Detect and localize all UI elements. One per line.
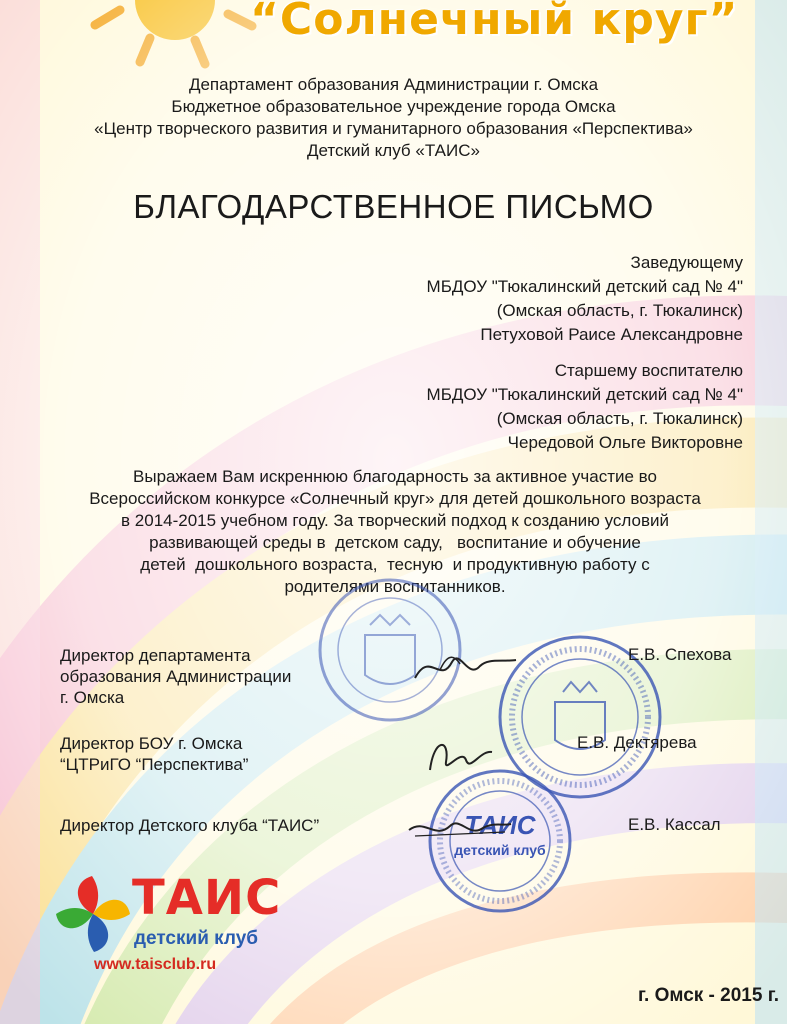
signature-1 [410,640,520,690]
recipient-line: Старшему воспитателю [554,361,743,380]
signer-position-line: “ЦТРиГО “Перспектива” [60,755,249,774]
tais-seal-center: ТАИС [464,810,536,840]
pinwheel-icon [54,874,132,954]
body-line: развивающей среды в детском саду, воспитание и обучение [149,533,641,552]
logo-subtitle: детский клуб [134,928,259,949]
body-line: детей дошкольного возраста, тесную и продуктивную работу с [140,555,650,574]
logo-brand: ТАИС [132,870,282,926]
body-line: в 2014-2015 учебном году. За творческий подход к созданию условий [121,511,669,530]
body-line: родителями воспитанников. [284,577,506,596]
signer-position-line: образования Администрации [60,667,292,686]
signer-name-dektyareva: Е.В. Дектярева [577,733,697,752]
signature-3 [405,810,515,846]
signer-name-kassal: Е.В. Кассал [628,815,721,834]
recipient-line: (Омская область, г. Тюкалинск) [496,301,743,320]
website-link[interactable]: www.taisclub.ru [94,956,217,973]
body-line: Всероссийском конкурсе «Солнечный круг» для детей дошкольного возраста [89,489,701,508]
signature-block-bou [60,733,248,775]
tais-logo [54,870,284,980]
body-line: Выражаем Вам искреннюю благодарность за активное участие во [133,467,657,486]
signature-block-department [60,645,291,708]
document-title: БЛАГОДАРСТВЕННОЕ ПИСЬМО [133,188,654,225]
recipient-line: МБДОУ "Тюкалинский детский сад № 4" [426,277,743,296]
recipient-line: МБДОУ "Тюкалинский детский сад № 4" [426,385,743,404]
signer-position-line: Директор БОУ г. Омска [60,734,243,753]
signer-position-line: Директор департамента [60,646,251,665]
recipient-line: Заведующему [630,253,743,272]
recipient-line: (Омская область, г. Тюкалинск) [496,409,743,428]
recipient-line: Петуховой Раисе Александровне [480,325,743,344]
org-line: Департамент образования Администрации г. Омска [188,75,599,94]
signer-position-line: Директор Детского клуба “ТАИС” [60,816,320,835]
signer-position-line: г. Омска [60,688,125,707]
org-line: «Центр творческого развития и гуманитарного образования «Перспектива» [94,119,693,138]
signature-block-club [60,815,319,836]
org-line: Бюджетное образовательное учреждение города Омска [171,97,616,116]
recipient-head [427,251,743,347]
signer-name-spekhova: Е.В. Спехова [628,645,732,664]
recipient-line: Чередовой Ольге Викторовне [507,433,743,452]
organization-block [0,74,787,162]
tais-seal-sub: детский клуб [454,842,546,858]
signature-2 [420,730,500,780]
place-and-year: г. Омск - 2015 г. [638,985,779,1006]
contest-title: “Солнечный круг” [250,0,739,45]
org-line: Детский клуб «ТАИС» [307,141,480,160]
recipient-educator [427,359,743,455]
